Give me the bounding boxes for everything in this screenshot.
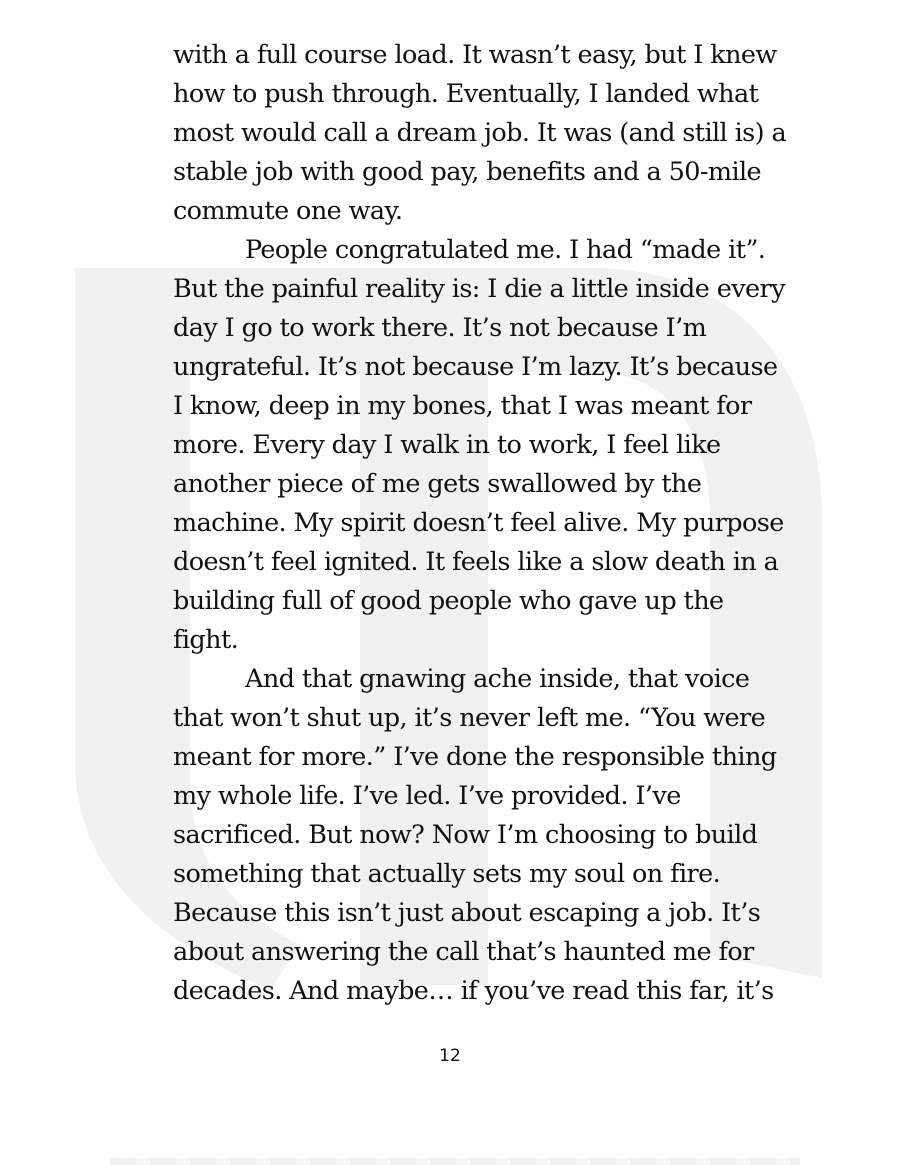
text-line: that won’t shut up, it’s never left me. “You were — [173, 703, 766, 733]
text-line: sacrificed. But now? Now I’m choosing to build — [173, 820, 758, 850]
body-text — [173, 36, 787, 1011]
text-line: most would call a dream job. It was (and still is) a — [173, 118, 787, 148]
paragraph — [173, 36, 787, 231]
text-line: But the painful reality is: I die a little inside every — [173, 274, 785, 304]
paragraph — [173, 660, 777, 1011]
text-line: day I go to work there. It’s not because I’m — [173, 313, 707, 343]
text-line: commute one way. — [173, 196, 403, 226]
text-line: my whole life. I’ve led. I’ve provided. I’ve — [173, 781, 681, 811]
text-line: I know, deep in my bones, that I was meant for — [173, 391, 752, 421]
text-line: with a full course load. It wasn’t easy, but I knew — [173, 40, 777, 70]
paragraph — [173, 231, 785, 660]
text-line: another piece of me gets swallowed by the — [173, 469, 702, 499]
text-line: how to push through. Eventually, I landed what — [173, 79, 759, 109]
text-line: decades. And maybe… if you’ve read this far, it’s — [173, 976, 774, 1006]
text-line: more. Every day I walk in to work, I feel like — [173, 430, 721, 460]
page-number: 12 — [439, 1046, 461, 1066]
text-line: People congratulated me. I had “made it”. — [245, 235, 766, 265]
page-bottom-edge — [110, 1158, 800, 1165]
text-line: building full of good people who gave up the — [173, 586, 724, 616]
text-line: ungrateful. It’s not because I’m lazy. It’s because — [173, 352, 778, 382]
text-line: doesn’t feel ignited. It feels like a slow death in a — [173, 547, 779, 577]
text-line: meant for more.” I’ve done the responsible thing — [173, 742, 777, 772]
text-line: Because this isn’t just about escaping a job. It’s — [173, 898, 761, 928]
text-line: stable job with good pay, benefits and a 50-mile — [173, 157, 762, 187]
text-line: And that gnawing ache inside, that voice — [245, 664, 750, 694]
text-line: fight. — [173, 625, 239, 655]
text-line: machine. My spirit doesn’t feel alive. My purpose — [173, 508, 784, 538]
text-line: something that actually sets my soul on fire. — [173, 859, 721, 889]
text-line: about answering the call that’s haunted me for — [173, 937, 754, 967]
